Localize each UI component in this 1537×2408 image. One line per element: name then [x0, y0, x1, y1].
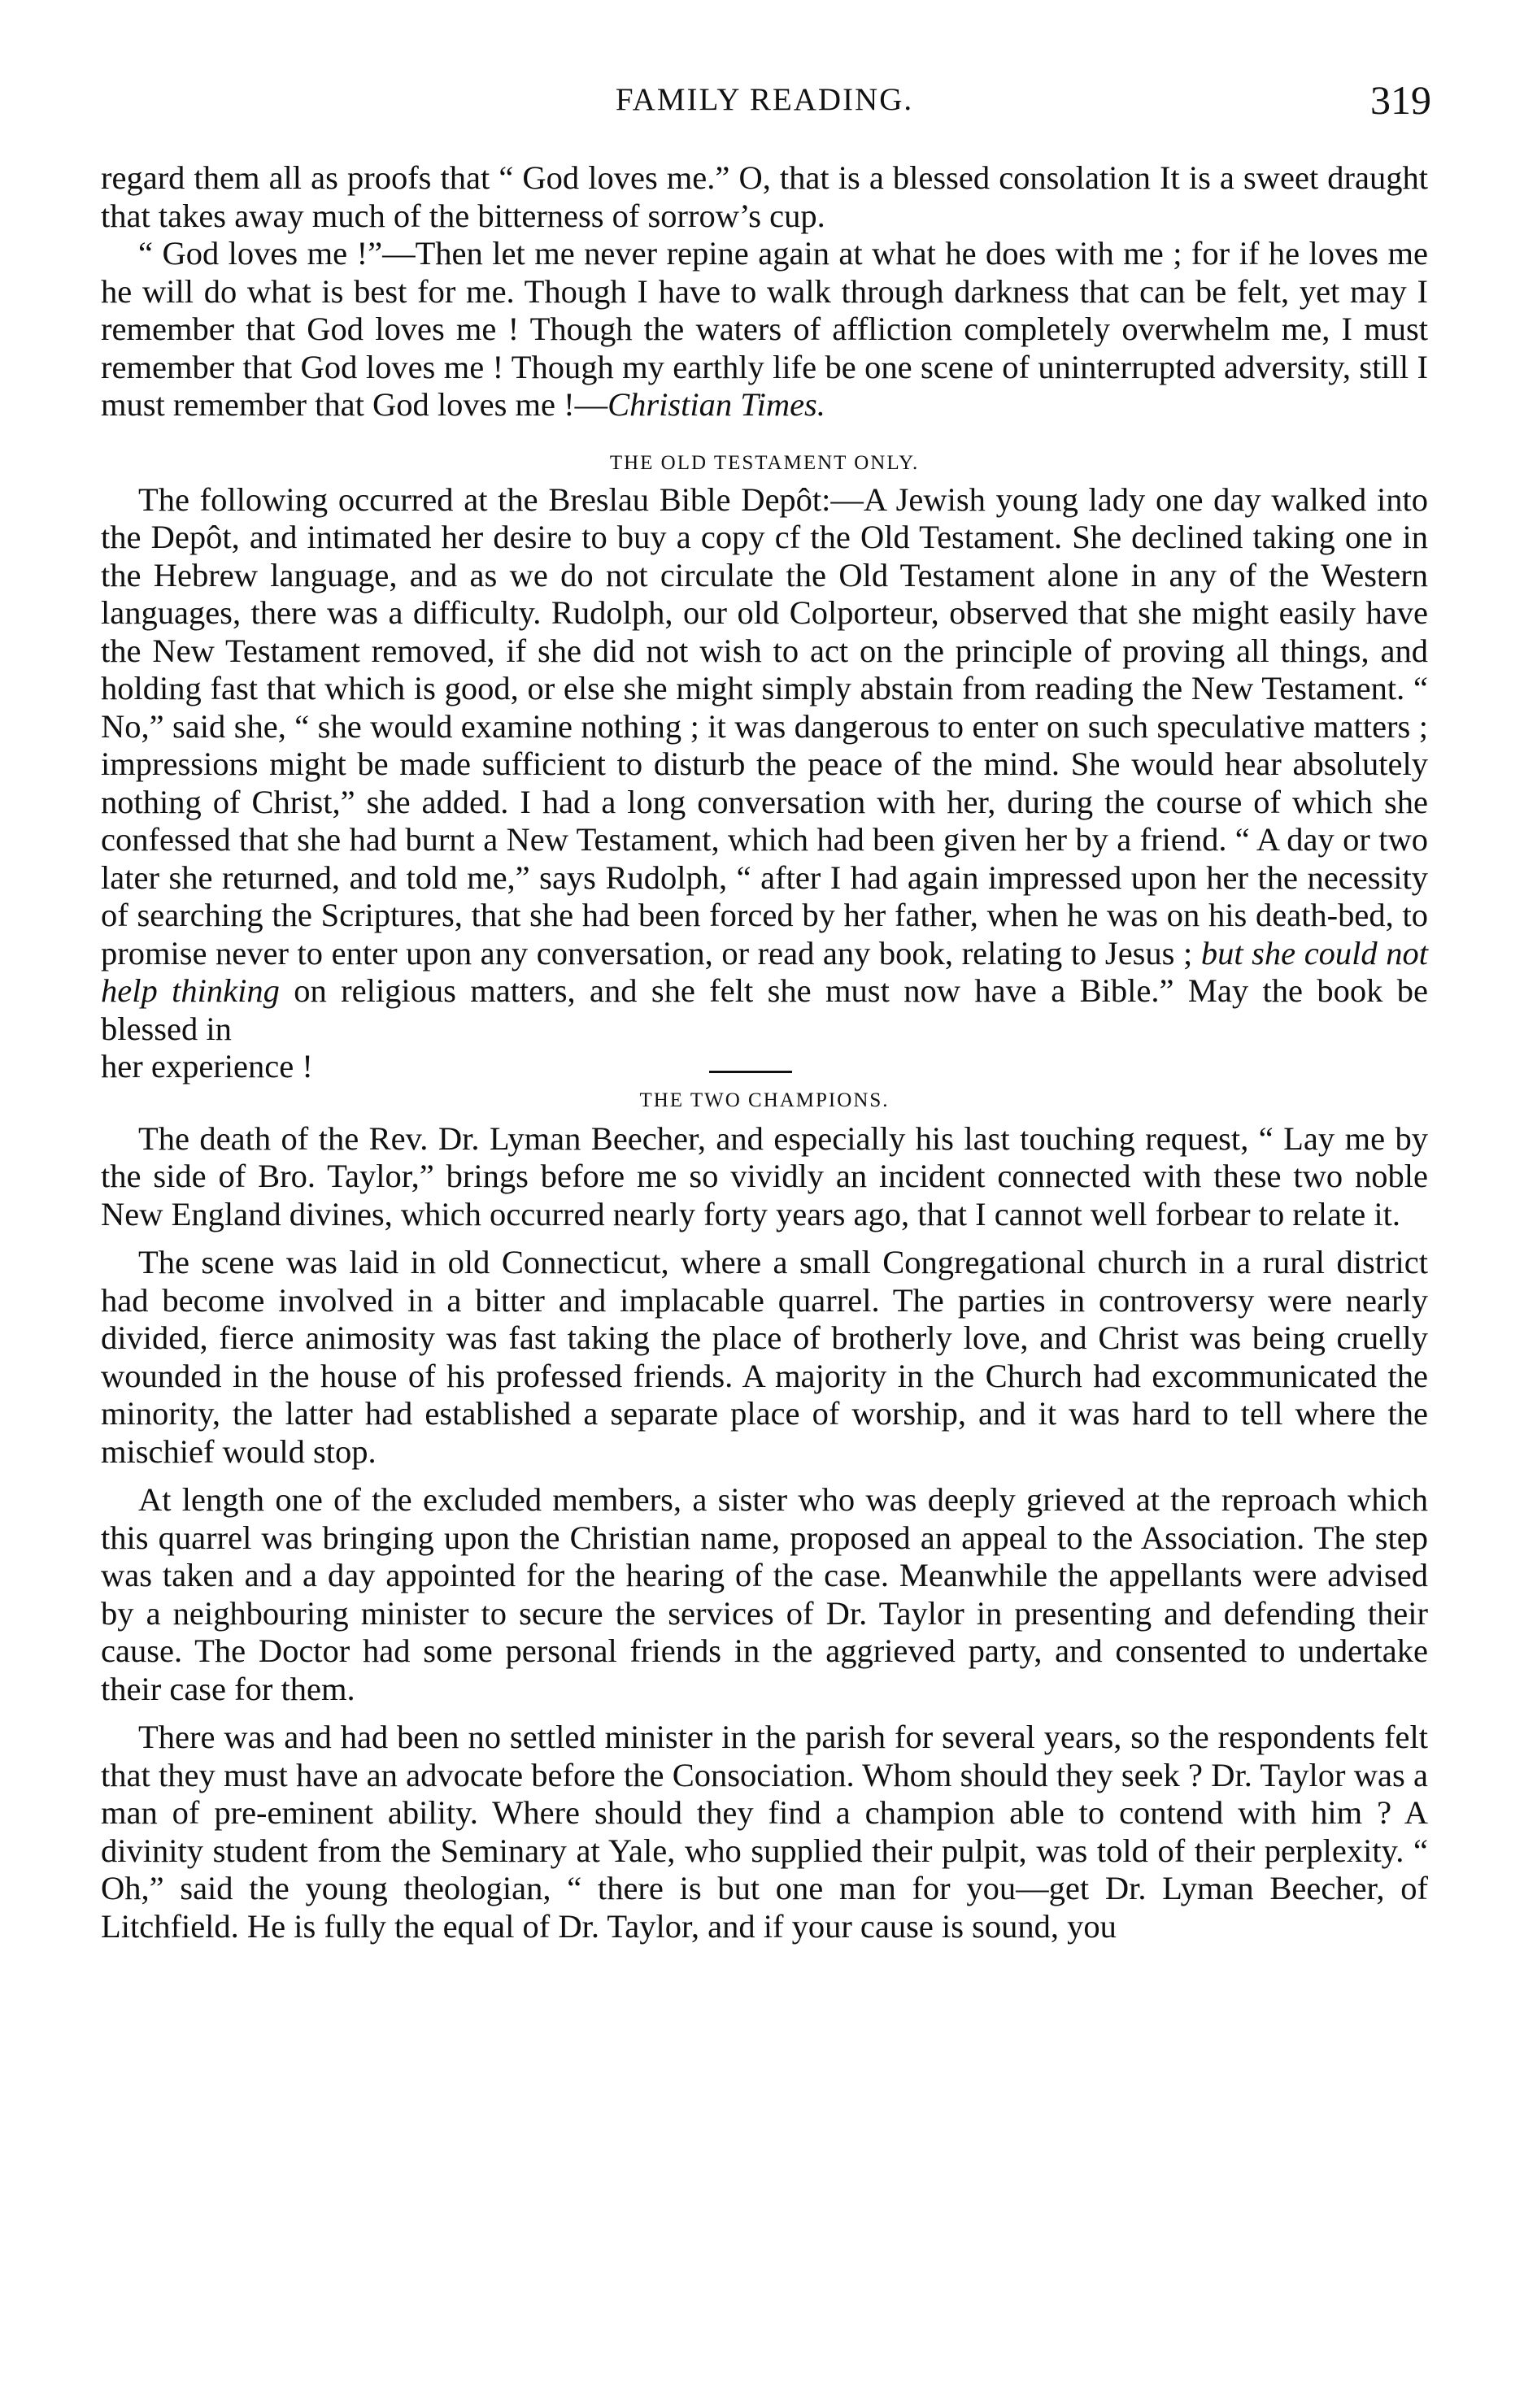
section-end-line	[101, 1048, 1428, 1086]
running-head	[98, 77, 1431, 130]
intro-paragraph-1: regard them all as proofs that “ God loves me.” O, that is a blessed consolation It is a sweet draught that takes away much of the bitterness of sorrow’s cup.	[101, 159, 1428, 234]
old-testament-text-1: The following occurred at the Breslau Bible Depôt:—A Jewish young lady one day walked into the Depôt, and intimated her desire to buy a copy cf the Old Testament. She declined taking one in the Hebrew language, and as we do not circulate the Old Testament alone in any of the Western languages, there was a difficulty. Rudolph, our old Colporteur, observed that she might easily have the New Testament removed, if she did not wish to act on the principle of proving all things, and holding fast that which is good, or else she might simply abstain from reading the New Testament. “ No,” said she, “ she would examine nothing ; it was dangerous to enter on such speculative matters ; impressions might be made sufficient to disturb the peace of the mind. She would hear absolutely nothing of Christ,” she added. I had a long conversation with her, during the course of which she confessed that she had burnt a New Testament, which had been given her by a friend. “ A day or two later she returned, and told me,” says Rudolph, “ after I had again impressed upon her the necessity of searching the Scriptures, that she had been forced by her father, when he was on his death-bed, to promise never to enter upon any conversation, or read any book, relating to Jesus ;	[101, 480, 1428, 971]
two-champions-paragraph-1: The death of the Rev. Dr. Lyman Beecher, and especially his last touching request, “ Lay me by the side of Bro. Taylor,” brings before me so vividly an incident connected with these two noble New England divines, which occurred nearly forty years ago, that I cannot well forbear to relate it.	[101, 1119, 1428, 1232]
intro-paragraph-2-text: “ God loves me !”—Then let me never repine again at what he does with me ; for if he loves me he will do what is best for me. Though I have to walk through darkness that can be felt, yet may I remember that God loves me ! Though the waters of affliction completely overwhelm me, I must remember that God loves me ! Though my earthly life be one scene of uninterrupted adversity, still I must remember that God loves me !—	[101, 235, 1428, 423]
two-champions-paragraph-3: At length one of the excluded members, a sister who was deeply grieved at the reproach which this quarrel was bringing upon the Christian name, proposed an appeal to the Association. The step was taken and a day appointed for the hearing of the case. Meanwhile the appellants were advised by a neighbouring minister to secure the services of Dr. Taylor in presenting and defending their cause. The Doctor had some personal friends in the aggrieved party, and consented to undertake their case for them.	[101, 1481, 1428, 1707]
section-divider-rule	[709, 1071, 792, 1073]
section-heading-old-testament: THE OLD TESTAMENT ONLY.	[609, 451, 920, 474]
old-testament-last-line: her experience !	[101, 1048, 313, 1084]
source-citation: Christian Times.	[607, 386, 825, 423]
two-champions-paragraph-4: There was and had been no settled minister in the parish for several years, so the respondents felt that they must have an advocate before the Consociation. Whom should they seek ? Dr. Taylor was a man of pre-eminent ability. Where should they find a champion able to contend with him ? A divinity student from the Seminary at Yale, who supplied their pulpit, was told of their perplexity. “ Oh,” said the young theologian, “ there is but one man for you—get Dr. Lyman Beecher, of Litchfield. He is fully the equal of Dr. Taylor, and if your cause is sound, you	[101, 1719, 1428, 1945]
old-testament-paragraph	[101, 481, 1428, 1049]
page-body	[101, 159, 1428, 1945]
running-title: FAMILY READING.	[615, 82, 914, 117]
section-heading-two-champions: THE TWO CHAMPIONS.	[639, 1089, 890, 1111]
page-number: 319	[1370, 77, 1431, 123]
old-testament-italic-text: but she could not help thinking	[101, 934, 1428, 1009]
two-champions-paragraph-2: The scene was laid in old Connecticut, where a small Congregational church in a rural district had become involved in a bitter and implacable quarrel. The parties in controversy were nearly divided, fierce animosity was fast taking the place of brotherly love, and Christ was being cruelly wounded in the house of his professed friends. A majority in the Church had excommunicated the minority, the latter had established a separate place of worship, and it was hard to tell where the mischief would stop.	[101, 1244, 1428, 1470]
intro-paragraph-2	[101, 235, 1428, 424]
old-testament-text-2: on religious matters, and she felt she must now have a Bible.” May the book be blessed in	[101, 972, 1428, 1047]
